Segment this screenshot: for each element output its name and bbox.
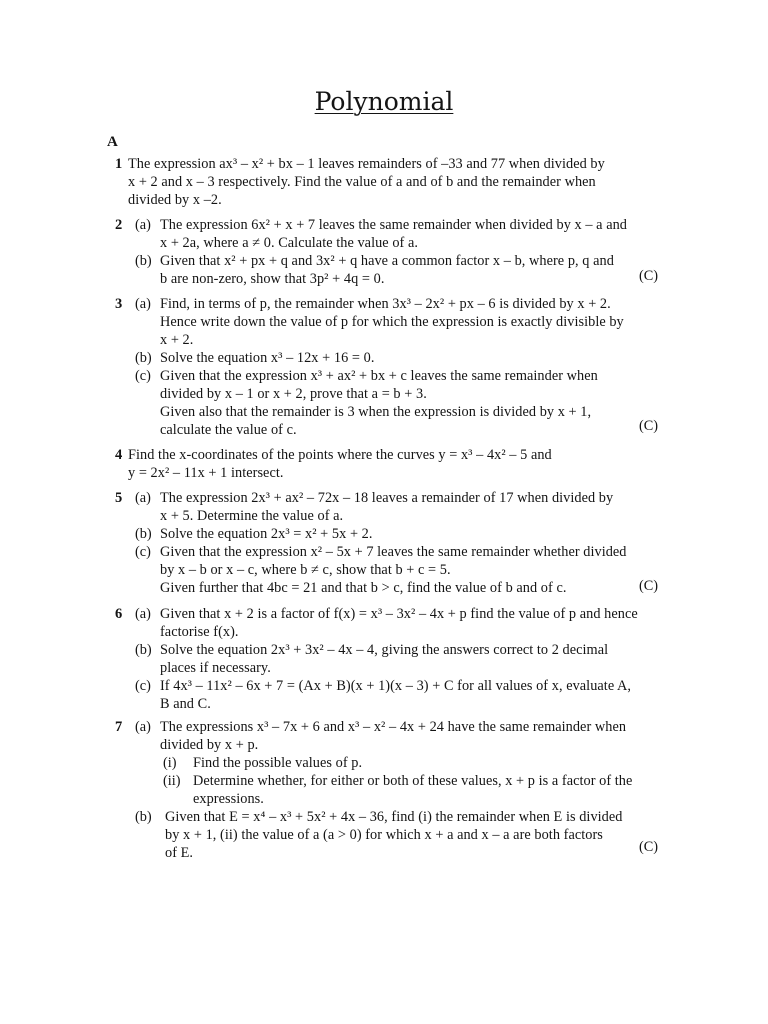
question-number: 1: [115, 156, 123, 172]
section-heading: A: [107, 134, 118, 150]
text-line: Given that the expression x² – 5x + 7 leaves the same remainder whether divided: [160, 544, 627, 560]
text-line: b are non-zero, show that 3p² + 4q = 0.: [160, 271, 385, 287]
text-line: divided by x –2.: [128, 192, 222, 208]
question-number: 4: [115, 447, 123, 463]
part-label: (a): [135, 490, 151, 506]
text-line: factorise f(x).: [160, 624, 239, 640]
part-label: (c): [135, 368, 151, 384]
text-line: Determine whether, for either or both of these values, x + p is a factor of the: [193, 773, 633, 789]
part-label: (b): [135, 809, 152, 825]
text-line: The expressions x³ – 7x + 6 and x³ – x² – 4x + 24 have the same remainder when: [160, 719, 627, 735]
part-label: (b): [135, 642, 152, 658]
text-line: Find, in terms of p, the remainder when 3x³ – 2x² + px – 6 is divided by x + 2.: [160, 296, 611, 312]
text-line: divided by x + p.: [160, 737, 259, 753]
text-line: Find the x-coordinates of the points where the curves y = x³ – 4x² – 5 and: [128, 447, 552, 463]
text-line: Solve the equation 2x³ + 3x² – 4x – 4, giving the answers correct to 2 decimal: [160, 642, 609, 658]
text-line: B and C.: [160, 696, 211, 712]
question-number: 3: [115, 296, 123, 312]
text-line: Given further that 4bc = 21 and that b > c, find the value of b and of c.: [160, 580, 567, 596]
text-line: calculate the value of c.: [160, 422, 297, 438]
part-label: (b): [135, 350, 152, 366]
text-line: by x – b or x – c, where b ≠ c, show that b + c = 5.: [160, 562, 451, 578]
text-line: Solve the equation 2x³ = x² + 5x + 2.: [160, 526, 373, 542]
subpart-label: (i): [163, 755, 177, 771]
text-line: expressions.: [193, 791, 264, 807]
c-mark: (C): [638, 839, 658, 855]
text-line: x + 5. Determine the value of a.: [160, 508, 344, 524]
c-mark: (C): [638, 268, 658, 284]
question-number: 7: [115, 719, 123, 735]
page-title: Polynomial: [314, 87, 454, 116]
part-label: (a): [135, 606, 151, 622]
text-line: x + 2 and x – 3 respectively. Find the value of a and of b and the remainder when: [128, 174, 596, 190]
part-label: (b): [135, 253, 152, 269]
text-line: Given that E = x⁴ – x³ + 5x² + 4x – 36, find (i) the remainder when E is divided: [165, 809, 623, 825]
part-label: (a): [135, 296, 151, 312]
text-line: y = 2x² – 11x + 1 intersect.: [128, 465, 284, 481]
text-line: places if necessary.: [160, 660, 271, 676]
text-line: Given also that the remainder is 3 when the expression is divided by x + 1,: [160, 404, 592, 420]
text-line: Hence write down the value of p for which the expression is exactly divisible by: [160, 314, 624, 330]
text-line: divided by x – 1 or x + 2, prove that a = b + 3.: [160, 386, 427, 402]
text-line: Given that the expression x³ + ax² + bx + c leaves the same remainder when: [160, 368, 598, 384]
text-line: by x + 1, (ii) the value of a (a > 0) for which x + a and x – a are both factors: [165, 827, 603, 843]
text-line: Given that x + 2 is a factor of f(x) = x³ – 3x² – 4x + p find the value of p and hence: [160, 606, 638, 622]
text-line: The expression ax³ – x² + bx – 1 leaves remainders of –33 and 77 when divided by: [128, 156, 605, 172]
text-line: If 4x³ – 11x² – 6x + 7 = (Ax + B)(x + 1)(x – 3) + C for all values of x, evaluate A,: [160, 678, 632, 694]
text-line: Find the possible values of p.: [193, 755, 363, 771]
part-label: (a): [135, 719, 151, 735]
text-line: Given that x² + px + q and 3x² + q have a common factor x – b, where p, q and: [160, 253, 614, 269]
c-mark: (C): [638, 578, 658, 594]
text-line: x + 2.: [160, 332, 194, 348]
c-mark: (C): [638, 418, 658, 434]
part-label: (b): [135, 526, 152, 542]
text-line: of E.: [165, 845, 194, 861]
subpart-label: (ii): [163, 773, 181, 789]
question-number: 6: [115, 606, 123, 622]
part-label: (c): [135, 544, 151, 560]
text-line: Solve the equation x³ – 12x + 16 = 0.: [160, 350, 375, 366]
part-label: (c): [135, 678, 151, 694]
part-label: (a): [135, 217, 151, 233]
text-line: The expression 2x³ + ax² – 72x – 18 leaves a remainder of 17 when divided by: [160, 490, 614, 506]
question-number: 5: [115, 490, 123, 506]
text-line: x + 2a, where a ≠ 0. Calculate the value of a.: [160, 235, 418, 251]
question-number: 2: [115, 217, 123, 233]
text-line: The expression 6x² + x + 7 leaves the same remainder when divided by x – a and: [160, 217, 627, 233]
